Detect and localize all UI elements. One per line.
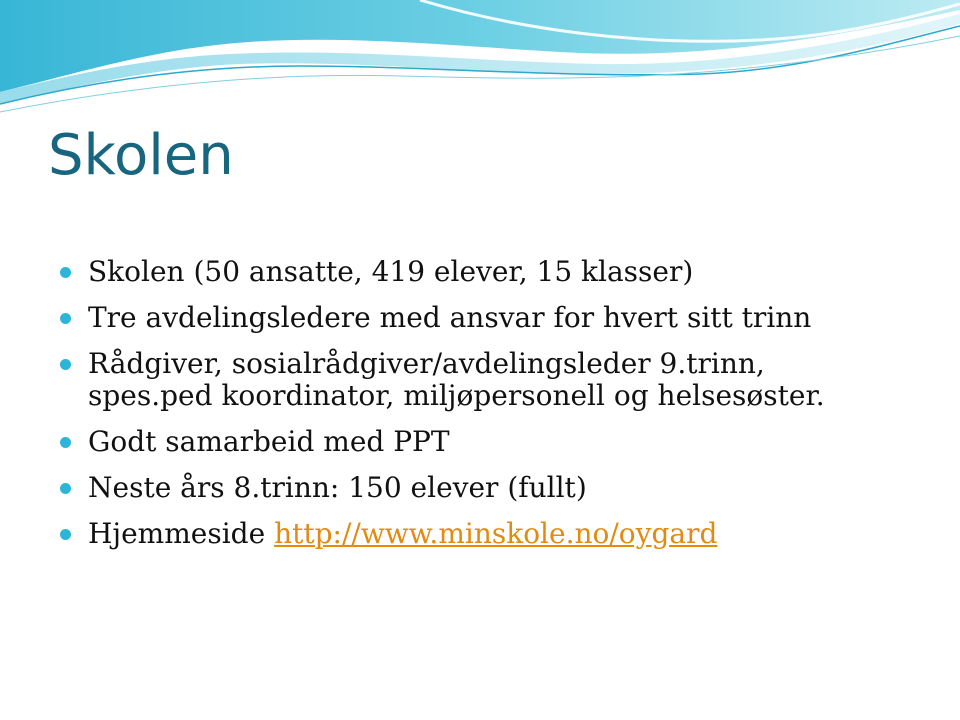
bullet-text: Tre avdelingsledere med ansvar for hvert sitt trinn [88,301,812,334]
slide-title: Skolen [48,123,234,188]
bullet-icon [60,529,71,540]
bullet-item [60,426,920,458]
bullet-icon [60,267,71,278]
homepage-link[interactable]: http://www.minskole.no/oygard [274,517,718,550]
bullet-item [60,256,920,288]
bullet-icon [60,437,71,448]
bullet-text: Godt samarbeid med PPT [88,425,450,458]
bullet-item [60,348,868,412]
bullet-item [60,472,920,504]
bullet-item-homepage [60,518,920,550]
bullet-icon [60,483,71,494]
bullet-icon [60,313,71,324]
bullet-list [60,256,920,564]
bullet-text: Skolen (50 ansatte, 419 elever, 15 klasser) [88,255,694,288]
homepage-label: Hjemmeside [88,517,266,550]
bullet-item [60,302,920,334]
bullet-icon [60,359,71,370]
wave-header-decoration [0,0,960,120]
bullet-text: Neste års 8.trinn: 150 elever (fullt) [88,471,587,504]
bullet-text: Rådgiver, sosialrådgiver/avdelingsleder 9.trinn, spes.ped koordinator, miljøpersonell og helsesøster. [88,347,825,412]
